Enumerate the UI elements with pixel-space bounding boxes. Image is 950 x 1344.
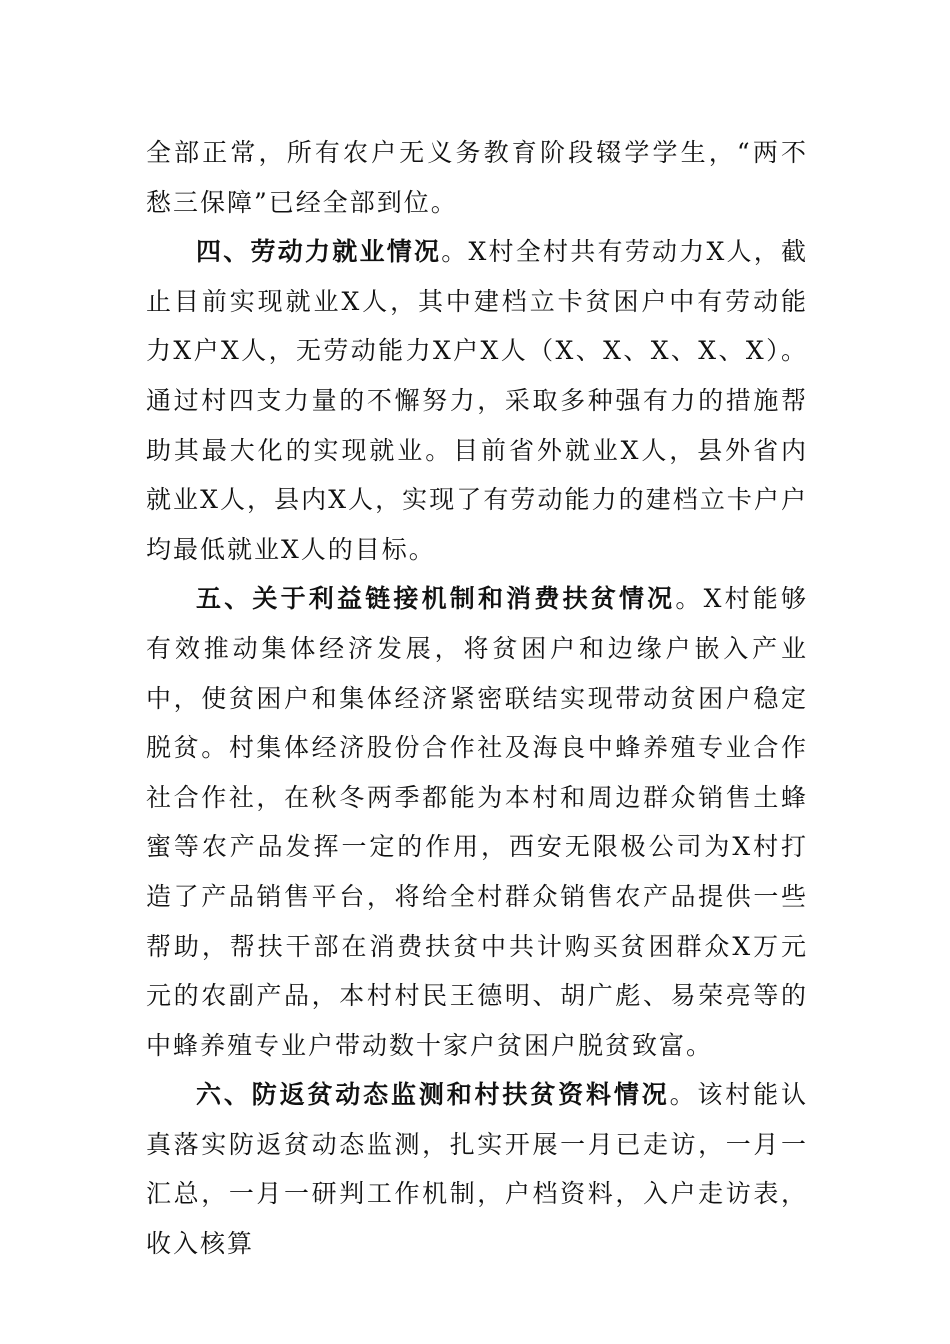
paragraph-interest-linkage [146,574,808,1070]
document-body [146,128,808,1269]
paragraph-continuation [146,128,808,227]
paragraph-text: 。X村全村共有劳动力X人，截止目前实现就业X人，其中建档立卡贫困户中有劳动能力X户X人，无劳动能力X户X人（X、X、X、X、X）。通过村四支力量的不懈努力，采取多种强有力的措施帮助其最大化的实现就业。目前省外就业X人，县外省内就业X人，县内X人，实现了有劳动能力的建档立卡户户均最低就业X人的目标。 [146,237,808,564]
section-heading-poverty-monitoring: 六、防返贫动态监测和村扶贫资料情况 [196,1080,670,1110]
paragraph-text: 。X村能够有效推动集体经济发展，将贫困户和边缘户嵌入产业中，使贫困户和集体经济紧密联结实现带动贫困户稳定脱贫。村集体经济股份合作社及海良中蜂养殖专业合作社合作社，在秋冬两季都能为本村和周边群众销售土蜂蜜等农产品发挥一定的作用，西安无限极公司为X村打造了产品销售平台，将给全村群众销售农产品提供一些帮助，帮扶干部在消费扶贫中共计购买贫困群众X万元元的农副产品，本村村民王德明、胡广彪、易荣亮等的中蜂养殖专业户带动数十家户贫困户脱贫致富。 [146,584,808,1060]
paragraph-text: 全部正常，所有农户无义务教育阶段辍学学生，“两不愁三保障”已经全部到位。 [146,138,808,217]
paragraph-text: 。该村能认真落实防返贫动态监测，扎实开展一月已走访，一月一汇总，一月一研判工作机制，户档资料，入户走访表，收入核算 [146,1080,808,1259]
section-heading-interest-linkage: 五、关于利益链接机制和消费扶贫情况 [196,584,676,614]
paragraph-labor-employment [146,227,808,574]
section-heading-labor-employment: 四、劳动力就业情况 [196,237,442,267]
paragraph-poverty-monitoring [146,1070,808,1268]
